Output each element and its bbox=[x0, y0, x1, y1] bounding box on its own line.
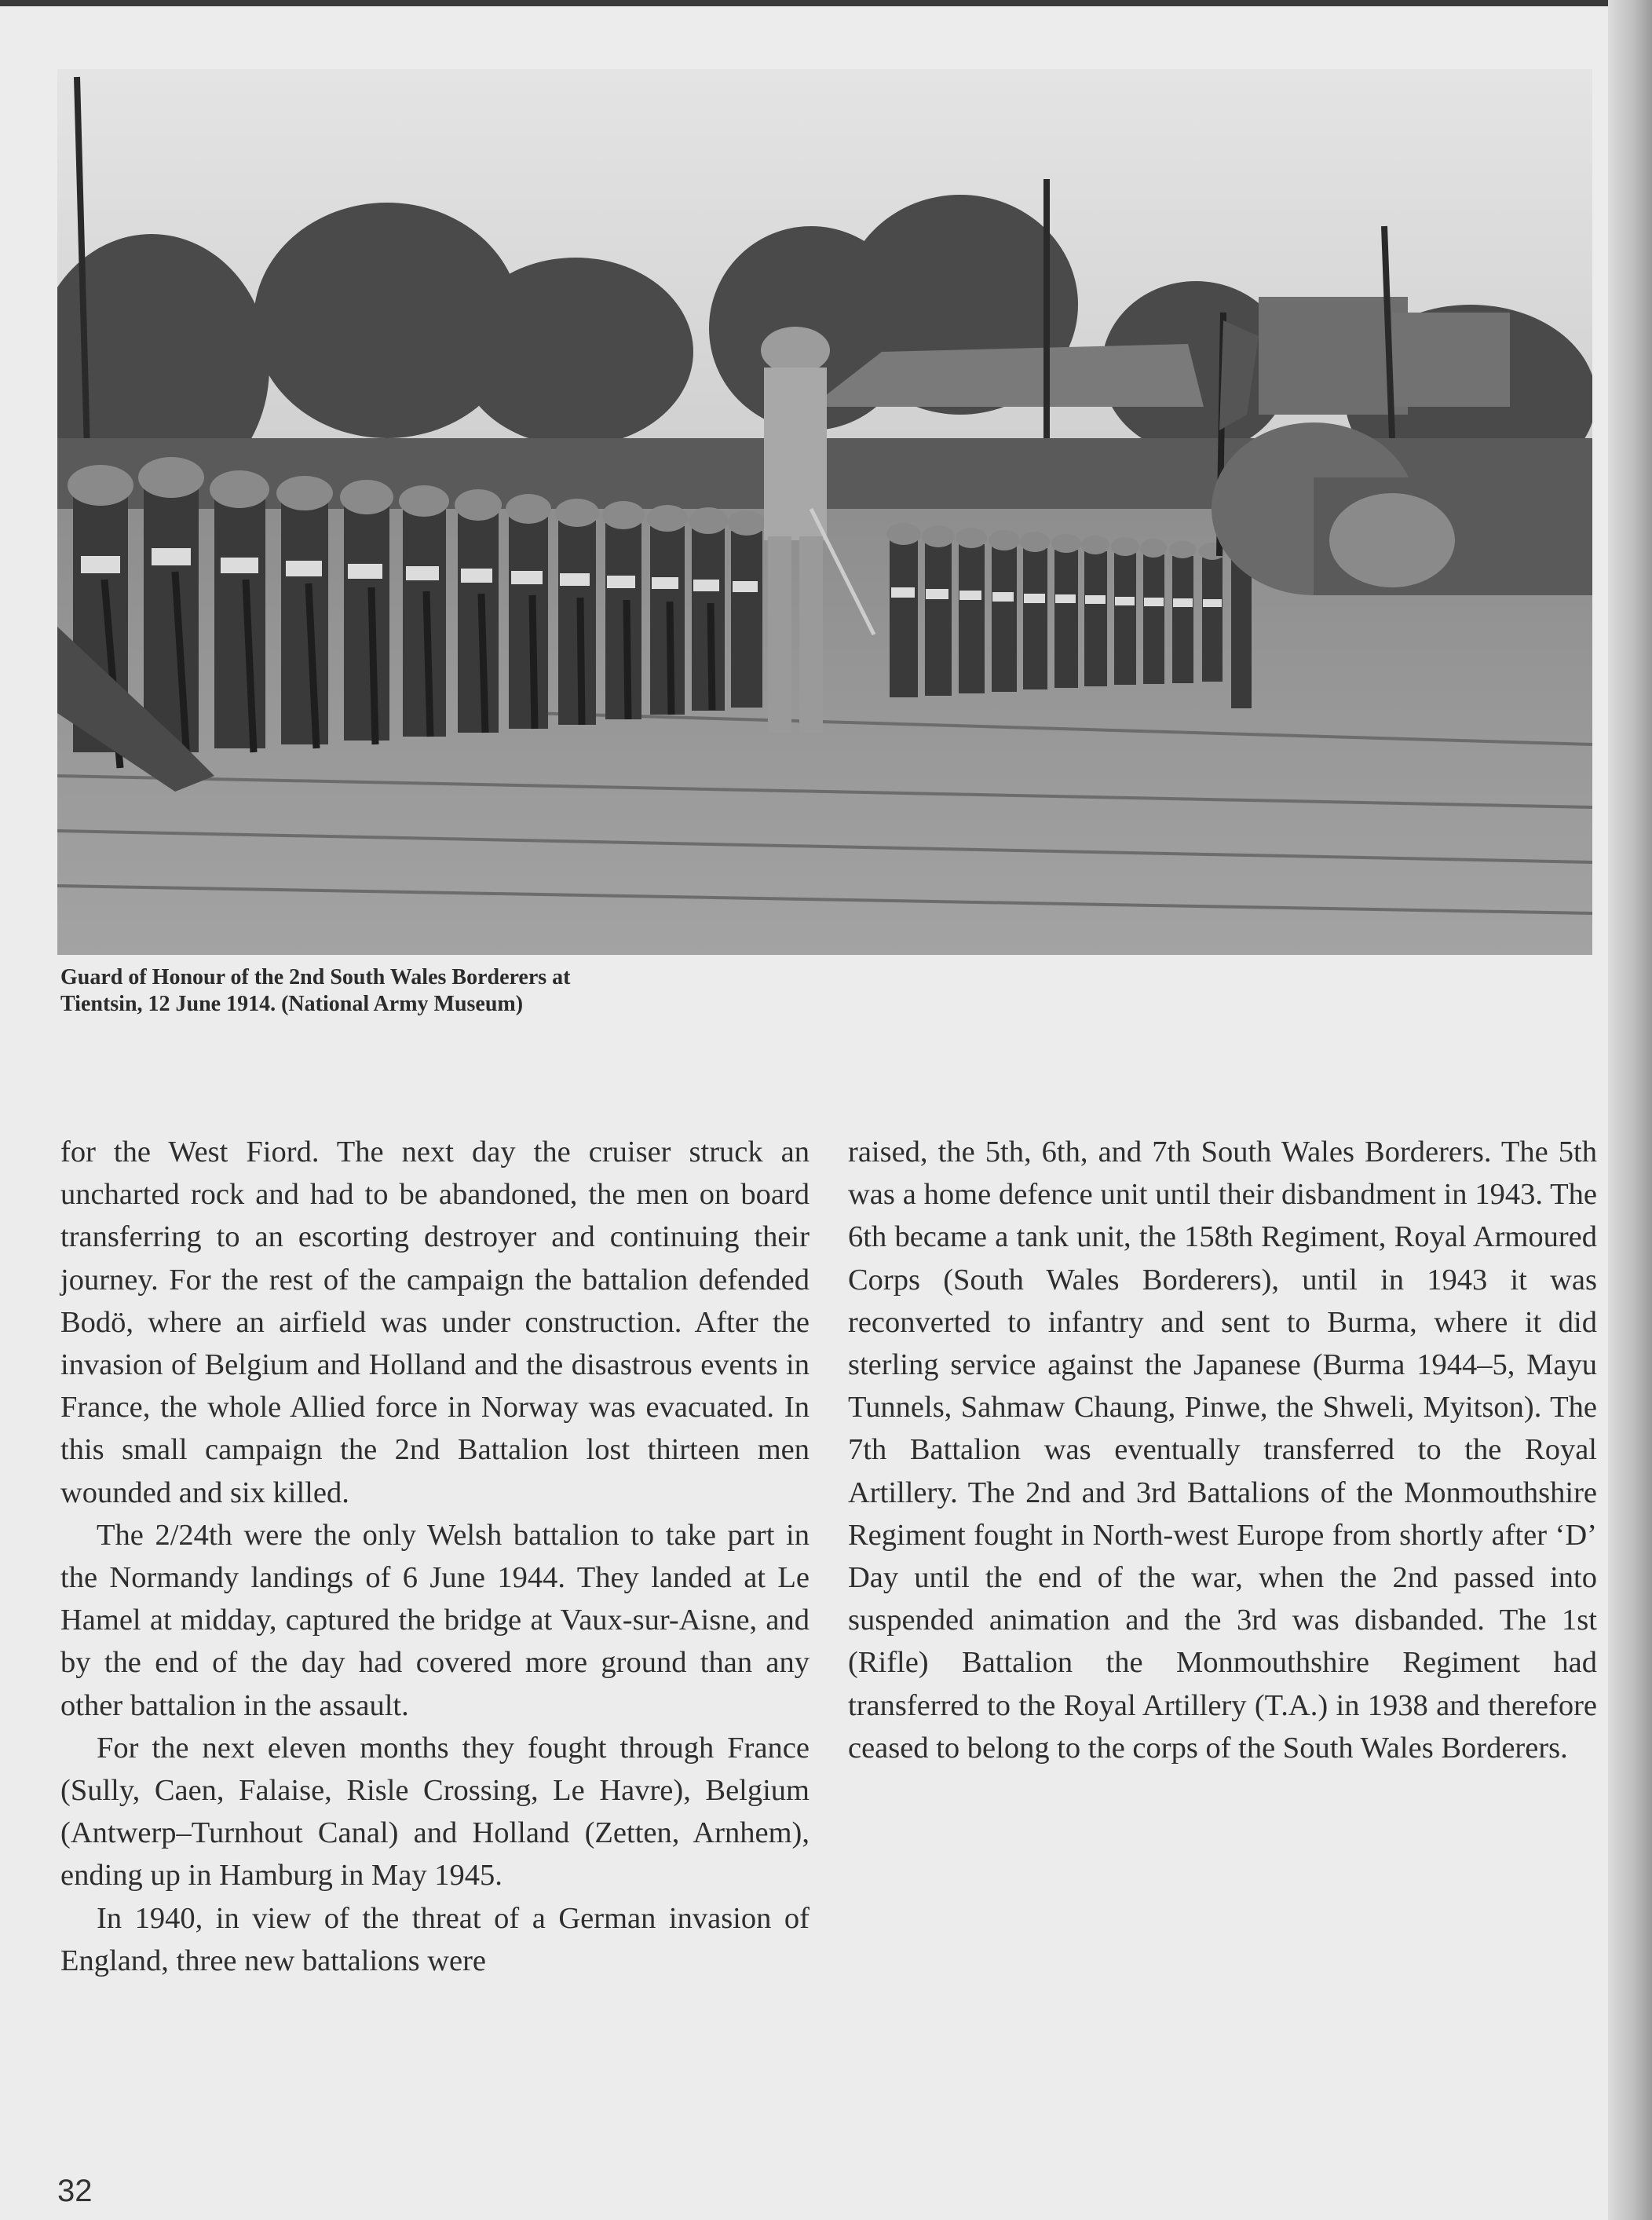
caption-line-2: Tientsin, 12 June 1914. (National Army Museum) bbox=[60, 992, 524, 1016]
left-column bbox=[60, 1131, 810, 1982]
photo-illustration bbox=[57, 69, 1592, 955]
paragraph: For the next eleven months they fought through France (Sully, Caen, Falaise, Risle Crossing, Le Havre), Belgium (Antwerp–Turnhout Canal) and Holland (Zetten, Arnhem), ending up in Hamburg in May 1945. bbox=[60, 1731, 810, 1893]
paragraph: raised, the 5th, 6th, and 7th South Wales Borderers. The 5th was a home defence unit until their disbandment in 1943. The 6th became a tank unit, the 158th Regiment, Royal Armoured Corps (South Wales Borderers), until in 1943 it was reconverted to infantry and sent to Burma, where it did sterling service against the Japanese (Burma 1944–5, Mayu Tunnels, Sahmaw Chaung, Pinwe, the Shweli, Myitson). The 7th Battalion was eventually transferred to the Royal Artillery. The 2nd and 3rd Battalions of the Monmouthshire Regiment fought in North-west Europe from shortly after ‘D’ Day until the end of the war, when the 2nd passed into suspended animation and the 3rd was disbanded. The 1st (Rifle) Battalion the Monmouthshire Regiment had transferred to the Royal Artillery (T.A.) in 1938 and therefore ceased to belong to the corps of the South Wales Borderers. bbox=[848, 1136, 1597, 1765]
paragraph: for the West Fiord. The next day the cruiser struck an uncharted rock and had to be abandoned, the men on board transferring to an escorting destroyer and continuing their journey. For the rest of the campaign the battalion defended Bodö, where an airfield was under construction. After the invasion of Belgium and Holland and the disastrous events in France, the whole Allied force in Norway was evacuated. In this small campaign the 2nd Battalion lost thirteen men wounded and six killed. bbox=[60, 1136, 810, 1509]
guard-of-honour-photo bbox=[57, 69, 1592, 955]
paragraph: The 2/24th were the only Welsh battalion to take part in the Normandy landings of 6 June 1944. They landed at Le Hamel at midday, captured the bridge at Vaux-sur-Aisne, and by the end of the day had covered more ground than any other battalion in the assault. bbox=[60, 1518, 810, 1722]
photo-caption bbox=[60, 964, 846, 1018]
page-number: 32 bbox=[57, 2174, 93, 2208]
right-column bbox=[848, 1131, 1597, 1769]
page-right-edge bbox=[1608, 0, 1652, 2220]
paragraph: In 1940, in view of the threat of a German invasion of England, three new battalions were bbox=[60, 1901, 810, 1977]
page-top-edge bbox=[0, 0, 1652, 6]
caption-line-1: Guard of Honour of the 2nd South Wales Borderers at bbox=[60, 965, 571, 989]
